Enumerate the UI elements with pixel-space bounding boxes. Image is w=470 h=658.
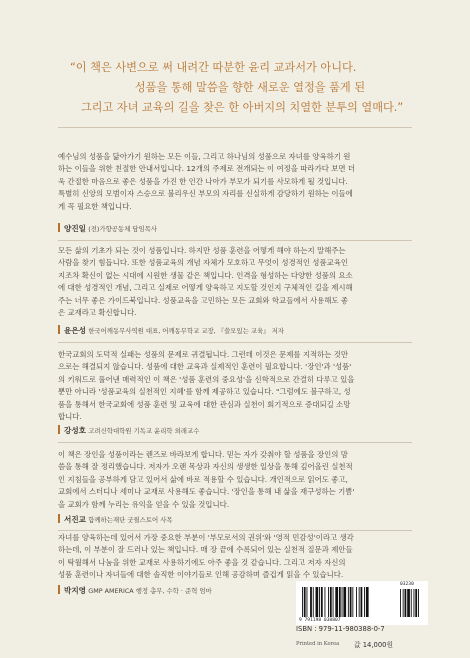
review-line: 예수님의 성품을 닮아가기 원하는 모든 이들, 그리고 하나님의 성품으로 자녀를 양육하기 원 [58,152,351,161]
review-line: 은 교재라고 확신합니다. [58,308,137,318]
reviewer-affiliation: GMP AMERICA 행정 총무, 수학 · 준혁 엄마 [88,587,212,595]
review-2-text [58,245,412,319]
reviewer-name: 강성호 [64,426,87,435]
barcode-add-on-number: 03230 [400,582,414,587]
accent-bar [58,325,60,334]
review-line: 품을 통해서 한국교회에 성품 훈련 및 교육에 대한 관심과 실천이 회기적으로 증대되길 소망 [58,399,351,409]
divider [58,342,412,343]
review-line: 자녀를 양육하는데 있어서 가장 중요한 부분이 '부모로서의 권위'와 '영적 민감성'이라고 생각 [58,533,354,542]
review-line: 하는데, 이 부분이 잘 드러나 있는 책입니다. 매 장 끝에 수록되어 있는 실천적 질문과 제안들 [58,545,353,555]
review-line: 게 꼭 필요한 책입니다. [58,201,132,211]
review-line: 모든 삶의 기초가 되는 것이 성품입니다. 하지만 성품 훈련을 어떻게 해야 하는지 말해주는 [58,246,346,255]
review-line: 특별히 신앙의 모범이자 스승으로 불리우신 부모의 자리를 신실하게 감당하기 원하는 이들에 [58,189,353,199]
review-line: 지조차 확신이 없는 시대에 시원한 생물 같은 책입니다. 인격을 형성하는 다양한 성품의 요소 [58,270,353,280]
reviewer-name: 박지영 [64,586,87,595]
review-line: 하는 이들을 위한 친절한 안내서입니다. 12개의 주제로 전개되는 이 여정을 따라가다 보면 더 [58,164,355,174]
review-line: 씀을 통해 잘 정리했습니다. 저자가 오랜 목상과 자신의 생생한 일상을 통해 깊어올린 실천적 [58,462,353,472]
divider [58,240,412,241]
review-4-signature [58,514,412,525]
accent-bar [58,223,60,232]
reviewer-affiliation: 고려신학대학원 기독교 윤리학 외래교수 [88,427,200,435]
accent-bar [58,514,60,523]
cover-quote [70,58,430,118]
review-line: 으로는 해결되지 않습니다. 성품에 대한 교육과 실제적인 훈련이 필요합니다. '장인'과 '성품' [58,362,352,372]
quote-line-2: 성품을 통해 말씀을 향한 새로운 열정을 품게 된 [134,81,366,94]
review-line: 이 책은 장인을 성품이라는 렌즈로 바라보게 합니다. 믿는 자가 갖춰야 할 성품을 장인의 맘 [58,450,348,459]
reviewer-name: 양진일 [64,224,87,233]
review-3-text [58,349,412,423]
review-2-signature [58,325,412,336]
isbn-text: ISBN : 979-11-980388-0-7 [296,625,385,633]
divider [58,530,412,531]
review-line: 성품 훈련이나 자녀들에 대한 솔직한 이야기들로 인해 공감하며 즐겁게 읽을 수 있습니다. [58,570,344,580]
review-4-text [58,449,412,511]
quote-line-3: 그리고 자녀 교육의 길을 찾은 한 아버지의 치열한 분투의 열매다.” [80,101,404,114]
review-line: 주는 너무 좋은 가이드북입니다. 성품교육을 고민하는 모든 교회와 학교들에서 사용해도 좋 [58,295,349,305]
review-line: 사람을 찾기 힘듭니다. 또한 성품교육의 개념 자체가 모호하고 무엇이 성경적인 성품교육인 [58,258,349,268]
review-line: 교회에서 스터디나 세미나 교재로 사용해도 좋습니다. '장인을 통해 내 삶을 재구성하는 기쁨' [58,487,355,497]
review-line: 에 대한 성경적인 개념, 그리고 실제로 어떻게 양육하고 지도할 것인지 구체적인 길을 제시해 [58,283,353,293]
reviewer-affiliation: (전)가향공동체 담임목사 [88,225,158,233]
reviewer-name: 서진교 [64,515,87,524]
review-line: 한국교회의 도덕적 실패는 성품의 문제로 귀결됩니다. 그런데 이것은 문제를 지적하는 것만 [58,350,349,359]
barcode [296,581,428,625]
divider [58,442,412,443]
printed-in-text: Printed in Korea [296,641,340,647]
accent-bar [58,585,60,594]
price-text: 값 14,000원 [354,641,394,649]
review-line: 욱 간절한 마음으로 좋은 성품을 가진 한 인간 나아가 부모가 되기를 사모하게 될 것입니다. [58,176,348,186]
review-1-text [58,151,412,213]
review-1-signature [58,223,412,234]
reviewer-affiliation: 함께하는재단 굿윌스토어 사목 [88,516,173,524]
review-line: 인 지침들을 공부하게 담고 있어서 삶에 바로 적용할 수 있습니다. 개인적으로 읽어도 좋고, [58,474,348,484]
reviewer-affiliation: 한국어깨동무사역원 대표, 어깨동무학교 교장, 『쓸모있는 교육』 저자 [88,327,284,335]
barcode-number: 9 791198 038807 [299,618,341,623]
review-5-text [58,532,412,582]
review-3-signature [58,425,412,436]
accent-bar [58,425,60,434]
divider-top [58,127,412,128]
reviewer-name: 윤은성 [64,326,87,335]
review-line: 의 키워드로 풀어낸 매력적인 이 책은 '성품 훈련의 중요성'을 신학적으로 간결히 다루고 있을 [58,374,355,384]
review-line: 합니다. [58,412,82,422]
review-line: 이 탁월해서 나눔을 위한 교재로 사용하기에도 아주 좋을 것 같습니다. 그리고 저자 자신의 [58,557,346,567]
review-line: 을 교회가 함께 누리는 유익을 얻을 수 있을 것입니다. [58,499,230,509]
review-line: 뿐만 아니라 '성품교육의 실천적인 지혜'를 함께 제공하고 있습니다. "그럼에도 불구하고, 성 [58,387,351,397]
quote-line-1: “이 책은 사변으로 써 내려간 따분한 윤리 교과서가 아니다. [70,61,357,74]
